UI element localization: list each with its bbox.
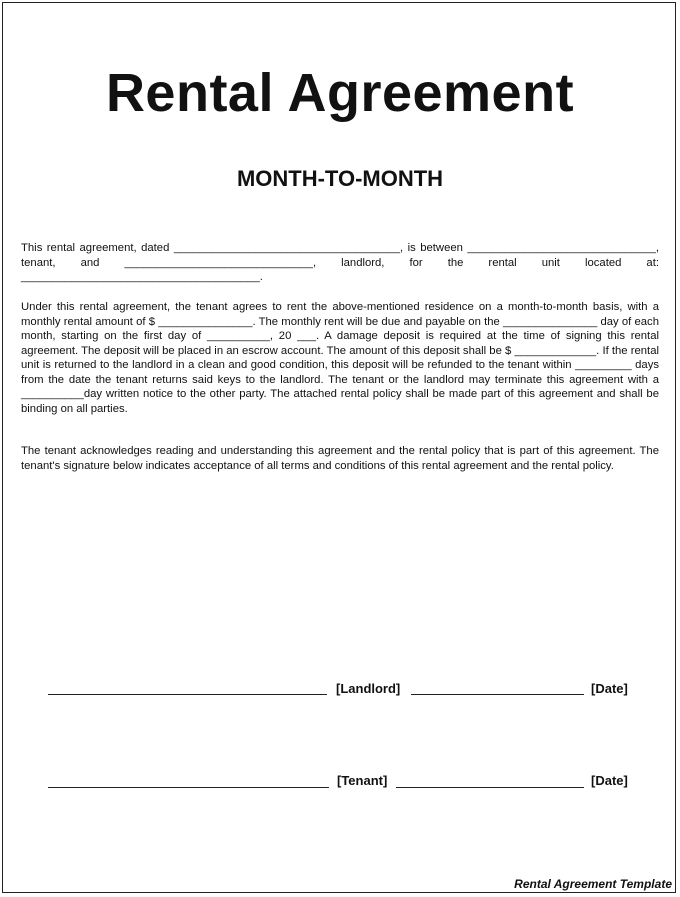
landlord-signature-row [0, 681, 680, 703]
paragraph-parties: This rental agreement, dated ____________________________________, is between ______________________________, tenant, and ______________________________, landlord, for the rental unit located at: ______________________________________. [21, 242, 659, 283]
document-subtitle: MONTH-TO-MONTH [236, 166, 444, 191]
paragraph-terms: Under this rental agreement, the tenant agrees to rent the above-mentioned residence on a month-to-month basis, with a monthly rental amount of $ _______________. The monthly rent will be due and payable on the _______________ day of each month, starting on the first day of __________, 20 ___. A damage deposit is required at the time of signing this rental agreement. The deposit will be placed in an escrow account. The amount of this deposit shall be $ _____________. If the rental unit is returned to the landlord in a clean and good condition, this deposit will be refunded to the tenant within _________ days from the date the tenant returns said keys to the landlord. The tenant or the landlord may terminate this agreement with a __________day written notice to the other party. The attached rental policy shall be made part of this agreement and shall be binding on all parties. [21, 301, 659, 415]
paragraph-acknowledgement: The tenant acknowledges reading and understanding this agreement and the rental policy that is part of this agreement. The tenant's signature below indicates acceptance of all terms and conditions of this rental agreement and the rental policy. [21, 445, 659, 472]
landlord-signature-line[interactable] [48, 694, 327, 695]
tenant-date-label: [Date] [591, 773, 628, 788]
tenant-signature-line[interactable] [48, 787, 329, 788]
landlord-date-label: [Date] [591, 681, 628, 696]
landlord-label: [Landlord] [336, 681, 401, 696]
landlord-date-line[interactable] [411, 694, 584, 695]
tenant-signature-row [0, 773, 680, 795]
tenant-label: [Tenant] [337, 773, 388, 788]
footer-label: Rental Agreement Template [514, 877, 672, 891]
tenant-date-line[interactable] [396, 787, 584, 788]
document-title: Rental Agreement [105, 63, 575, 123]
